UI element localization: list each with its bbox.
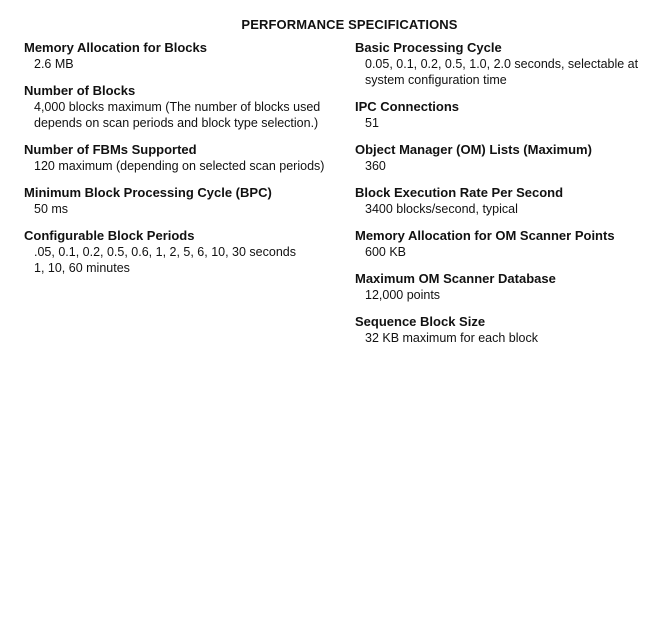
spec-sequence-block-size <box>355 314 665 346</box>
left-spec-column <box>24 40 354 287</box>
spec-value: 2.6 MB <box>34 57 74 71</box>
spec-value: 600 KB <box>365 245 407 259</box>
spec-value: 0.05, 0.1, 0.2, 0.5, 1.0, 2.0 seconds, selectable at system configuration time <box>365 57 639 87</box>
spec-min-bpc <box>24 185 354 217</box>
spec-value: 12,000 points <box>365 288 441 302</box>
spec-label: Memory Allocation for Blocks <box>24 40 207 55</box>
spec-basic-processing-cycle <box>355 40 665 88</box>
right-spec-column <box>355 40 665 357</box>
spec-om-lists <box>355 142 665 174</box>
spec-value: 51 <box>365 116 379 130</box>
page-title: PERFORMANCE SPECIFICATIONS <box>241 17 458 32</box>
spec-value: 4,000 blocks maximum (The number of blocks used depends on scan periods and block type selection.) <box>34 100 321 130</box>
spec-om-scanner-memory <box>355 228 665 260</box>
spec-label: Block Execution Rate Per Second <box>355 185 564 200</box>
spec-label: Basic Processing Cycle <box>355 40 502 55</box>
spec-block-execution-rate <box>355 185 665 217</box>
spec-fbms-supported <box>24 142 354 174</box>
spec-label: Memory Allocation for OM Scanner Points <box>355 228 615 243</box>
spec-value: 360 <box>365 159 386 173</box>
spec-block-periods <box>24 228 354 276</box>
spec-memory-allocation-blocks <box>24 40 354 72</box>
spec-value: .05, 0.1, 0.2, 0.5, 0.6, 1, 2, 5, 6, 10, 30 seconds 1, 10, 60 minutes <box>34 245 296 275</box>
spec-label: Object Manager (OM) Lists (Maximum) <box>355 142 592 157</box>
spec-value: 32 KB maximum for each block <box>365 331 538 345</box>
spec-label: IPC Connections <box>355 99 460 114</box>
spec-value: 3400 blocks/second, typical <box>365 202 518 216</box>
spec-value: 50 ms <box>34 202 69 216</box>
spec-value: 120 maximum (depending on selected scan periods) <box>34 159 325 173</box>
spec-label: Maximum OM Scanner Database <box>355 271 556 286</box>
spec-number-of-blocks <box>24 83 354 131</box>
spec-label: Number of FBMs Supported <box>24 142 197 157</box>
spec-label: Minimum Block Processing Cycle (BPC) <box>24 185 272 200</box>
spec-om-scanner-database <box>355 271 665 303</box>
spec-label: Sequence Block Size <box>355 314 486 329</box>
spec-label: Number of Blocks <box>24 83 136 98</box>
spec-label: Configurable Block Periods <box>24 228 195 243</box>
spec-ipc-connections <box>355 99 665 131</box>
